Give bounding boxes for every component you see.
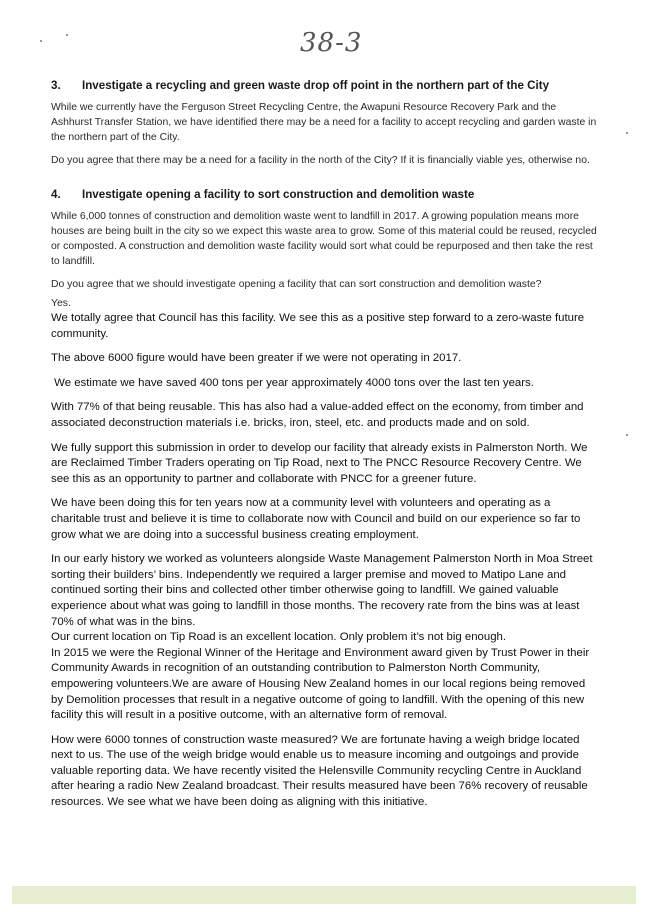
question-3-body: While we currently have the Ferguson Street Recycling Centre, the Awapuni Resource Recovery Park and the Ashhurst Transfer Station, we have identified there may be a need for a facility to accept recycling and garden waste in the northern part of the City. [51,102,597,144]
footer-band [12,886,636,904]
response-paragraph: With 77% of that being reusable. This has also had a value-added effect on the economy, from timber and associated deconstruction materials i.e. bricks, iron, steel, etc. and products made and on sold. [51,401,584,429]
scan-speck [626,132,628,134]
response-paragraph: In our early history we worked as volunteers alongside Waste Management Palmerston North in Moa Street sorting their builders’ bins. Independently we required a larger premise and moved to Matipo Lane and continued sorting their bins and collected other timber otherwise going to landfill. We gained valuable experience about what was going to landfill in those months. The recovery rate from the bins was at least 70% of what was in the bins. [51,553,593,628]
response-paragraph: How were 6000 tonnes of construction waste measured? We are fortunate having a weigh bridge located next to us. The use of the weigh bridge would enable us to measure incoming and outgoings and provide valuable reporting data. We have recently visited the Helensville Community recycling Centre in Auckland after hearing a radio New Zealand broadcast. Their results measured have been 76% recovery of reusable resources. We see what we have been doing as aligning with this initiative. [51,733,588,809]
question-number: 3. [51,79,61,92]
question-4-heading [51,187,599,202]
question-4-prompt: Do you agree that we should investigate opening a facility that can sort construction and demolition waste? [51,278,542,290]
response-paragraph: Our current location on Tip Road is an excellent location. Only problem it’s not big enough. [51,631,507,644]
response-paragraph: We fully support this submission in order to develop our facility that already exists in Palmerston North. We are Reclaimed Timber Traders operating on Tip Road, next to The PNCC Resource Recovery Centre. We see this as an opportunity to partner and collaborate with PNCC for a greener future. [51,441,588,485]
question-3-heading [51,78,599,93]
scan-speck [626,434,628,436]
response-paragraph: The above 6000 figure would have been greater if we were not operating in 2017. [51,352,462,365]
response-paragraph: We estimate we have saved 400 tons per year approximately 4000 tons over the last ten years. [51,376,534,389]
scan-speck [40,40,42,42]
question-4-body: While 6,000 tonnes of construction and demolition waste went to landfill in 2017. A growing population means more houses are being built in the city so we expect this waste area to grow. Some of this material could be reused, recycled or composted. A construction and demolition waste facility would sort what could be repurposed and then take the rest to landfill. [51,210,597,268]
response-paragraph: We totally agree that Council has this facility. We see this as a positive step forward to a zero-waste future community. [51,312,585,340]
document-body [51,78,599,811]
question-3-prompt: Do you agree that there may be a need for a facility in the north of the City? If it is financially viable yes, otherwise no. [51,154,590,166]
question-title: Investigate opening a facility to sort construction and demolition waste [82,187,475,201]
question-number: 4. [51,187,61,201]
response-paragraph: In 2015 we were the Regional Winner of the Heritage and Environment award given by Trust Power in their Community Awards in recognition of an outstanding contribution to Palmerston North Community, empowering volunteers.We are aware of Housing New Zealand homes in our local regions being removed by Demolition processes that result in a negative outcome of going to landfill. With the opening of this new facility this will result in a positive outcome, with an alternative form of removal. [51,646,590,722]
scan-speck [66,34,68,36]
question-title: Investigate a recycling and green waste drop off point in the northern part of the City [82,79,550,92]
answer-yes: Yes. [51,297,71,309]
response-paragraph: We have been doing this for ten years now at a community level with volunteers and operating as a charitable trust and believe it is time to collaborate now with Council and build on our experience so far to grow what we are doing into a successful business creating employment. [51,497,581,541]
handwritten-page-number: 38-3 [300,28,363,58]
